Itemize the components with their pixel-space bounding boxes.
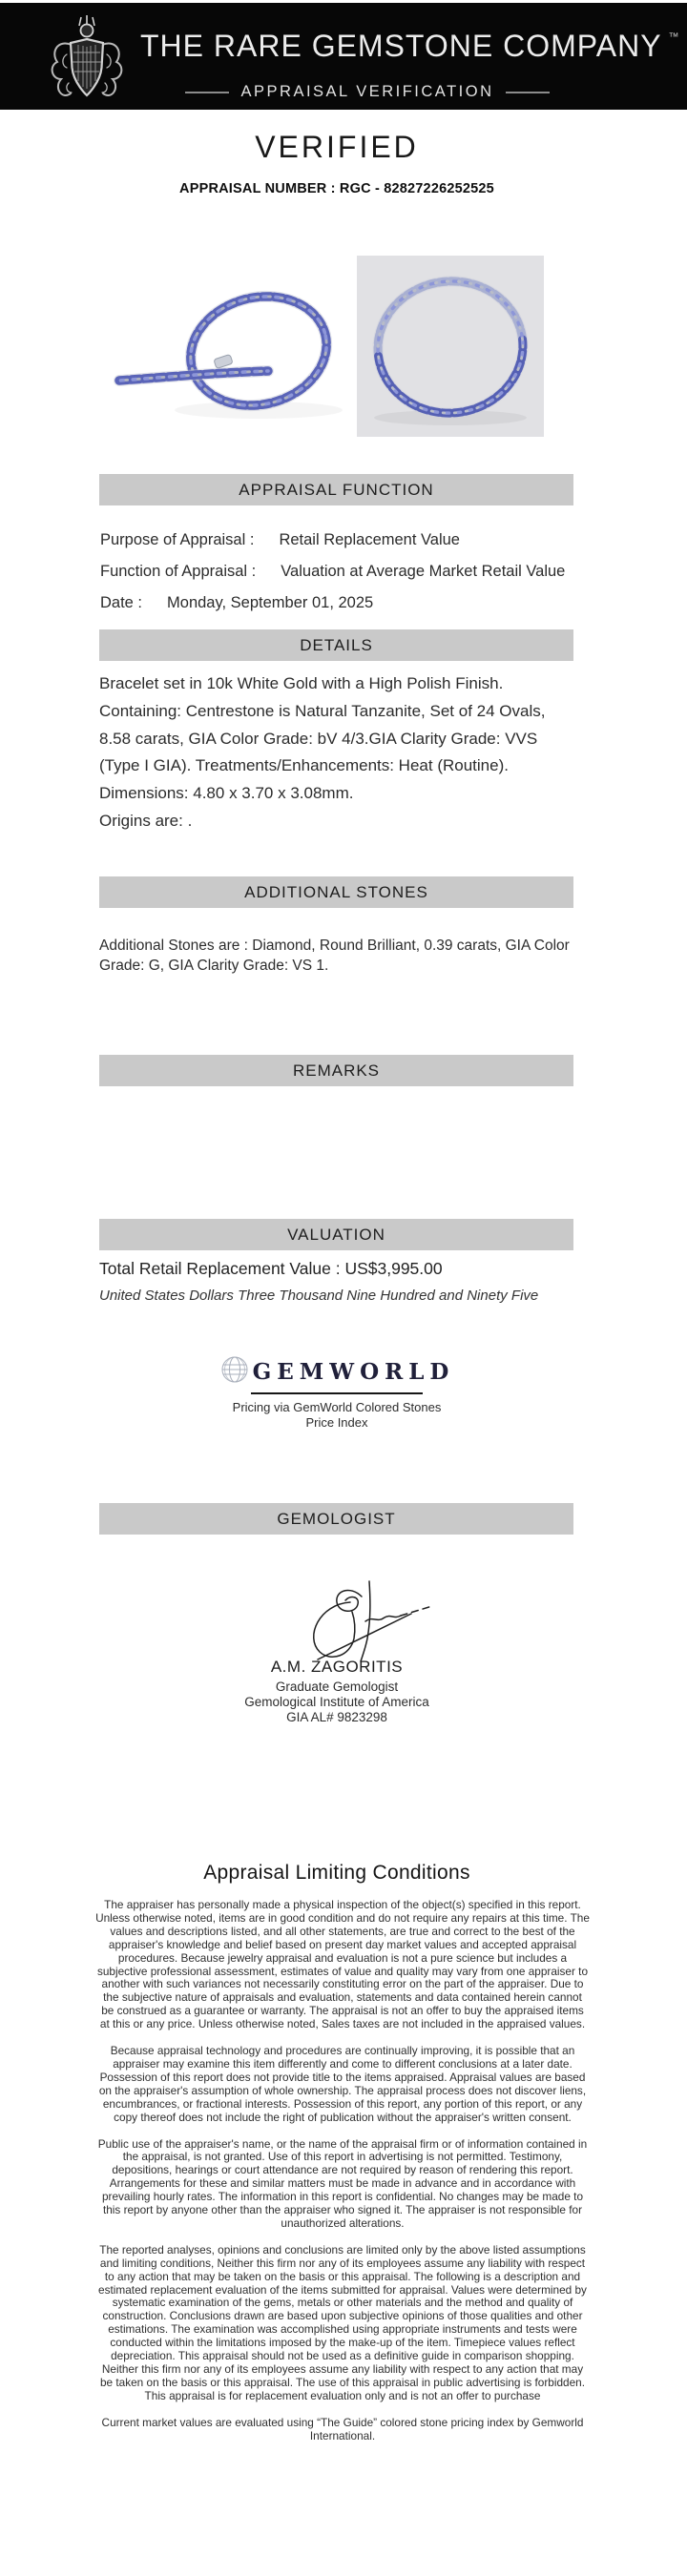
valuation-total: Total Retail Replacement Value : US$3,995.00 [99,1259,443,1278]
text-line: The reported analyses, opinions and conclusions are limited only by the above listed assumptions and limiting conditions, Neither this firm nor any of its employees assume any liability with respect to any action that may be taken on the basis or this appraisal. The following is a description and estimated replacement evaluation of the items submitted for appraisal. Values were determined by systematic examination of the gems, metals or other materials and the method and quality of construction. Conclusions drawn are based upon subjective opinions of those qualities and other estimations. The examination was accomplished using appropriate instruments and tests were conducted within the limitations imposed by the make-up of the item. Timepiece values reflect depreciation. This appraisal should not be used as a definitive guide in comparison shopping. Neither this firm nor any of its employees assume any liability with respect to any action that may be taken on the basis or this appraisal. The use of this appraisal in public advertising is forbidden. This appraisal is for replacement evaluation only and is not an offer to purchase [98,2242,587,2402]
field-row [100,564,601,580]
gemworld-logo-text: GEMWORLD [252,1359,455,1385]
text-line: Because appraisal technology and procedures are continually improving, it is possible that an appraiser may examine this item differently and come to different conclusions at a later date. Possession of this report does not provide title to the items appraised. Appraisal values are based on the appraiser's assumption of whole ownership. The appraisal process does not discover liens, encumbrances, or fractional interests. Possession of this report, any portion of this report, or any copy thereof does not include the right of publication without the appraiser's written consent. [98,2044,587,2124]
company-header [0,3,687,110]
text-line: Containing: Centrestone is Natural Tanzanite, Set of 24 Ovals, [99,701,546,720]
gemworld-logo-block [0,1354,674,1430]
field-label: Date : [100,594,143,611]
text-line: (Type I GIA). Treatments/Enhancements: Heat (Routine). [99,756,509,775]
gemologist-credential-3: GIA AL# 9823298 [286,1710,387,1724]
details-text [99,670,607,835]
field-row [100,532,601,548]
right-dash-rule [506,92,550,93]
section-header-valuation: VALUATION [99,1219,573,1250]
header-subtitle-row [143,83,592,101]
valuation-amount-in-words: United States Dollars Three Thousand Nine Hundred and Ninety Five [99,1288,539,1304]
field-label: Purpose of Appraisal : [100,531,255,548]
text-line: Origins are: . [99,811,193,830]
field-value: Valuation at Average Market Retail Value [281,563,566,580]
field-row [100,595,601,611]
gemologist-name: A.M. ZAGORITIS [270,1658,404,1676]
section-header-gemologist: GEMOLOGIST [99,1503,573,1535]
field-label: Function of Appraisal : [100,563,257,580]
left-dash-rule [185,92,229,93]
gemworld-rule [251,1392,423,1394]
text-line: Bracelet set in 10k White Gold with a High Polish Finish. [99,674,504,692]
verified-title: VERIFIED [255,130,419,164]
additional-stones-text: Additional Stones are : Diamond, Round Brilliant, 0.39 carats, GIA Color Grade: G, GIA Clarity Grade: VS 1. [99,938,570,974]
appraisal-function-rows [100,532,601,627]
section-header-details: DETAILS [99,629,573,661]
limiting-conditions-heading: Appraisal Limiting Conditions [203,1862,470,1884]
text-line: Current market values are evaluated using “The Guide” colored stone pricing index by Gemworld International. [101,2415,584,2442]
text-line: 8.58 carats, GIA Color Grade: bV 4/3.GIA Clarity Grade: VVS [99,729,538,748]
gemworld-caption: Pricing via GemWorld Colored Stones Price Index [232,1400,442,1430]
header-subtitle: APPRAISAL VERIFICATION [240,83,494,100]
text-line: Public use of the appraiser's name, or the name of the appraisal firm or of information contained in the appraisal, is not granted. Use of this report in advertising is not permitted. Testimony, depositions, hearings or court attendance are not required by reason of rendering this report. Arrangements for these and similar matters must be made in advance and in accordance with prevailing hourly rates. The information in this report is confidential. No changes may be made to this report by anyone other than the appraiser who signed it. The appraiser is not responsible for unauthorized alterations. [97,2136,588,2230]
bracelet-photo-coiled [91,237,348,443]
field-value: Monday, September 01, 2025 [167,594,374,611]
text-line: The appraiser has personally made a physical inspection of the object(s) specified in this report. Unless otherwise noted, items are in good condition and do not require any repairs at this time. The values and descriptions listed, and all other statements, are true and correct to the best of the appraiser's knowledge and belief based on present day market values and accepted appraisal procedures. Because jewelry appraisal and evaluation is not a pure science but includes a subjective professional assessment, estimates of value and quality may vary from one appraiser to another with such variances not necessarily constituting error on the part of the appraiser. Due to the subjective nature of appraisals and evaluation, statements and data contained herein cannot be construed as a guarantee or warranty. The appraisal is not an offer to buy the appraised items at this or any price. Unless otherwise noted, Sales taxes are not included in the appraised values. [95,1898,590,2031]
heraldic-crest-icon [46,12,128,113]
trademark-symbol: ™ [668,31,680,43]
limiting-conditions-text [95,1899,590,2457]
section-header-additional-stones: ADDITIONAL STONES [99,876,573,908]
section-header-appraisal-function: APPRAISAL FUNCTION [99,474,573,505]
gemologist-credential-2: Gemological Institute of America [244,1695,429,1709]
company-name: THE RARE GEMSTONE COMPANY ™ [140,29,680,63]
text-line: Dimensions: 4.80 x 3.70 x 3.08mm. [99,784,354,803]
field-value: Retail Replacement Value [279,531,460,548]
appraisal-number: APPRAISAL NUMBER : RGC - 82827226252525 [179,181,494,196]
bracelet-photo-circle [357,256,544,442]
section-header-remarks: REMARKS [99,1055,573,1086]
globe-icon [219,1354,250,1390]
gemologist-credential-1: Graduate Gemologist [275,1680,399,1694]
